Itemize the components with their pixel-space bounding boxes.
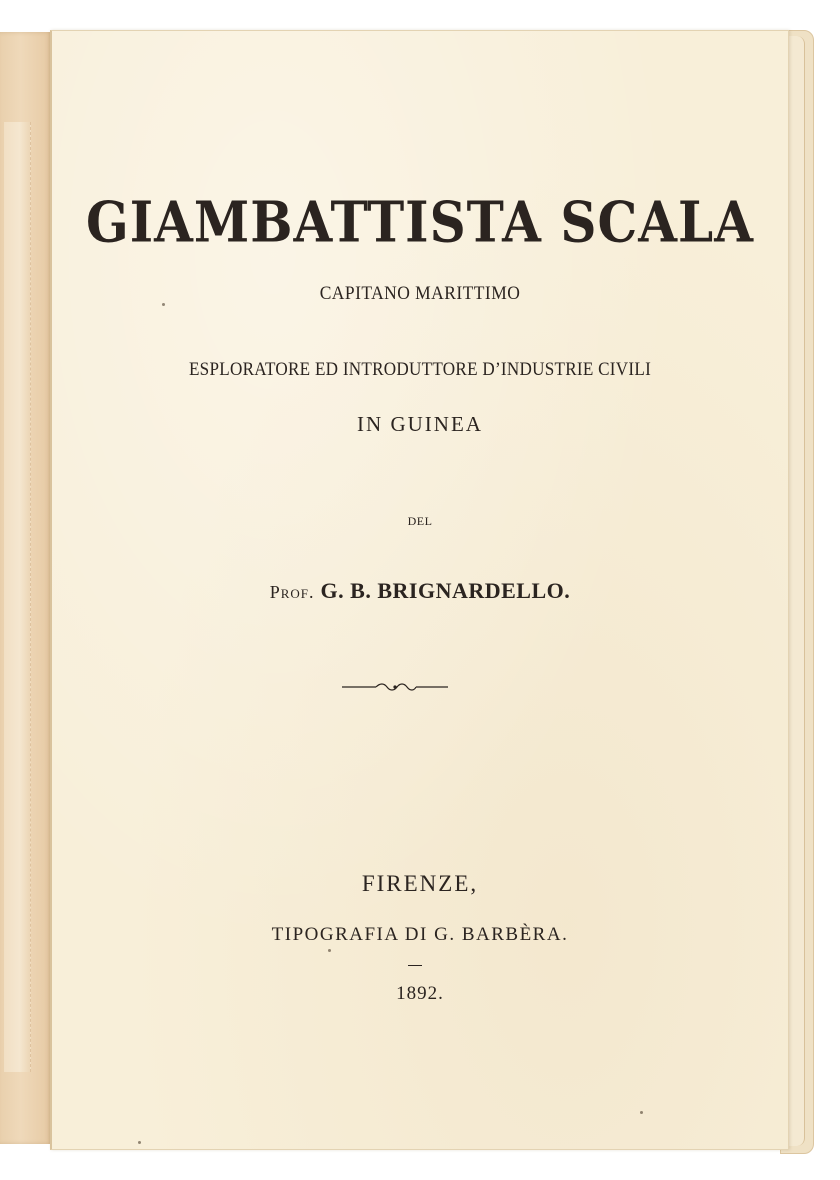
author-name: G. B. BRIGNARDELLO.	[320, 578, 571, 603]
paper-speck	[162, 303, 165, 306]
publication-city: FIRENZE,	[361, 871, 479, 896]
paper-speck	[138, 1141, 141, 1144]
subtitle-location: IN GUINEA	[357, 412, 483, 436]
paper-speck	[328, 949, 331, 952]
paper-speck	[640, 1111, 643, 1114]
decorative-rule-icon	[342, 680, 448, 694]
author-line	[52, 578, 788, 604]
separator-dash	[408, 965, 422, 966]
book-cover-flap	[0, 32, 53, 1144]
by-label: DEL	[407, 514, 433, 528]
publisher: TIPOGRAFIA DI G. BARBÈRA.	[271, 924, 569, 945]
subtitle-profession: CAPITANO MARITTIMO	[319, 283, 521, 304]
author-prefix: Prof.	[269, 582, 315, 602]
title-page	[50, 30, 789, 1150]
book-title: GIAMBATTISTA SCALA	[86, 189, 754, 256]
subtitle-description: ESPLORATORE ED INTRODUTTORE D’INDUSTRIE CIVILI	[188, 359, 652, 380]
publication-year: 1892.	[396, 983, 444, 1004]
